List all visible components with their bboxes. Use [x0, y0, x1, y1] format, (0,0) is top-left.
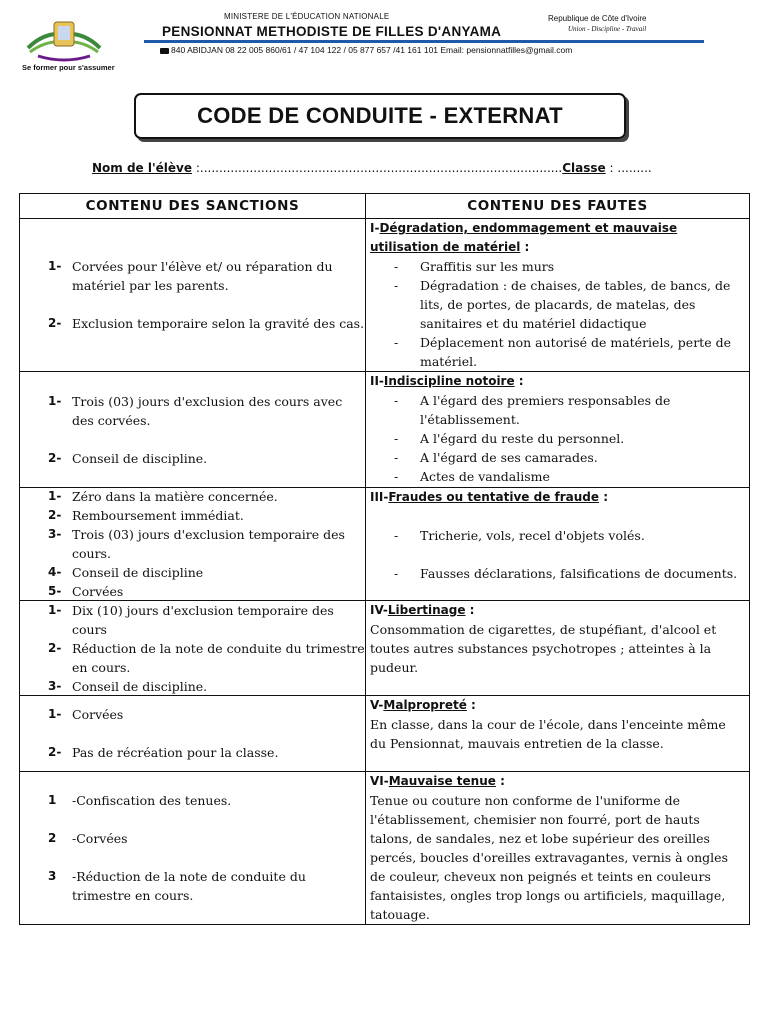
fault-content — [366, 696, 749, 753]
fault-item-text: Graffitis sur les murs — [420, 259, 555, 274]
fault-item-text: Dégradation : de chaises, de tables, de bancs, de lits, de portes, de placards, de matelas, des sanitaires et du matériel didactique — [420, 278, 731, 331]
class-label: Classe — [562, 161, 606, 175]
sanction-text: Pas de récréation pour la classe. — [72, 745, 279, 760]
fault-item-text: A l'égard des premiers responsables de l'établissement. — [420, 393, 671, 427]
sanction-number: 3- — [48, 678, 62, 693]
name-label: Nom de l'élève — [92, 161, 193, 175]
spacer — [48, 724, 365, 743]
fault-title: Indiscipline notoire — [383, 374, 515, 388]
fault-item-text: Déplacement non autorisé de matériels, perte de matériel. — [420, 335, 731, 369]
table-row — [20, 772, 750, 925]
fault-item-text: Tricherie, vols, recel d'objets volés. — [420, 528, 645, 543]
sanction-item — [48, 563, 365, 582]
sanctions-cell — [20, 772, 366, 925]
fault-item — [370, 257, 745, 276]
fault-description: Tenue ou couture non conforme de l'uniforme de l'établissement, chemisier non fourré, port de hauts talons, de sandales, nez et lobe supérieur des oreilles percés, boucles d'oreilles extravagantes, vernis à ongles de couleur, cheveux non peignés et teints en couleurs fantaisistes, ongles trop longs ou artificiels, maquillage, tatouage. — [370, 793, 728, 922]
school-logo — [24, 18, 104, 62]
sanction-item — [48, 829, 365, 848]
spacer — [48, 295, 365, 314]
sanction-item — [48, 257, 365, 295]
fault-item — [370, 429, 745, 448]
sanction-item — [48, 392, 365, 430]
sanction-number: 1- — [48, 259, 62, 273]
sanction-text: Corvées — [72, 584, 124, 599]
page-title: CODE DE CONDUITE - EXTERNAT — [134, 93, 626, 139]
fault-content — [366, 372, 749, 486]
fault-item — [370, 564, 745, 583]
republic-label: Republique de Côte d'Ivoire — [548, 14, 647, 23]
dash-bullet: - — [394, 259, 399, 274]
fault-cell — [366, 696, 750, 772]
sanctions-cell — [20, 219, 366, 372]
sanction-number: 1- — [48, 489, 62, 503]
sanction-number: 1- — [48, 602, 62, 617]
sanction-text: Corvées — [72, 707, 124, 722]
table-row — [20, 219, 750, 372]
fault-number: VI- — [370, 774, 389, 788]
fault-heading — [370, 696, 745, 715]
sanction-text: Corvées pour l'élève et/ ou réparation du matériel par les parents. — [72, 259, 333, 293]
spacer — [370, 507, 745, 526]
spacer — [48, 848, 365, 867]
fault-number: IV- — [370, 603, 388, 617]
fault-colon: : — [514, 374, 524, 388]
sanction-text: Trois (03) jours d'exclusion temporaire des cours. — [72, 527, 345, 561]
fault-heading — [370, 488, 745, 507]
fault-number: V- — [370, 698, 384, 712]
sanction-number: 2- — [48, 508, 62, 522]
fault-cell — [366, 772, 750, 925]
fault-item — [370, 526, 745, 545]
sanction-number: 2- — [48, 450, 62, 465]
table-row — [20, 601, 750, 696]
fault-colon: : — [465, 603, 475, 617]
sanction-item — [48, 705, 365, 724]
header-fautes: CONTENU DES FAUTES — [366, 194, 750, 219]
name-field: :............................................................................................... — [192, 161, 563, 175]
fault-content — [366, 219, 749, 371]
contact-line — [160, 45, 572, 55]
sanctions-list — [20, 601, 365, 695]
sanction-number: 3 — [48, 869, 57, 883]
school-name: PENSIONNAT METHODISTE DE FILLES D'ANYAMA — [162, 24, 502, 39]
fault-heading — [370, 772, 745, 791]
spacer — [370, 545, 745, 564]
table-row — [20, 696, 750, 772]
fault-description: En classe, dans la cour de l'école, dans l'enceinte même du Pensionnat, mauvais entretien de la classe. — [370, 717, 726, 751]
table-row — [20, 488, 750, 601]
fault-item — [370, 276, 745, 333]
dash-bullet: - — [394, 450, 399, 465]
fault-heading — [370, 372, 745, 391]
table-row — [20, 372, 750, 488]
dash-bullet: - — [394, 278, 399, 293]
sanction-text: Remboursement immédiat. — [72, 508, 244, 523]
sanction-text: Dix (10) jours d'exclusion temporaire des cours — [72, 602, 334, 637]
sanction-text: -Réduction de la note de conduite du trimestre en cours. — [72, 869, 306, 903]
sanction-item — [48, 791, 365, 810]
fault-content — [366, 772, 749, 924]
sanctions-list — [20, 772, 365, 924]
national-motto: Union - Discipline - Travail — [568, 25, 647, 33]
sanction-number: 1 — [48, 793, 57, 807]
fault-item-text: A l'égard du reste du personnel. — [420, 431, 625, 446]
sanction-item — [48, 743, 365, 762]
mailbox-icon — [160, 48, 169, 54]
fault-title: Libertinage — [387, 603, 466, 617]
student-name-line — [92, 161, 652, 175]
fault-title: Mauvaise tenue — [388, 774, 496, 788]
sanctions-cell — [20, 372, 366, 488]
sanction-item — [48, 867, 365, 905]
sanction-number: 5- — [48, 584, 62, 598]
sanction-text: Exclusion temporaire selon la gravité des cas. — [72, 316, 365, 331]
fault-title: Dégradation, endommagement et mauvaise utilisation de matériel — [370, 221, 678, 254]
fault-number: I- — [370, 221, 380, 235]
class-field: : ......... — [605, 161, 652, 175]
sanction-text: Conseil de discipline — [72, 565, 204, 580]
fault-description: Consommation de cigarettes, de stupéfiant, d'alcool et toutes autres substances psychotropes ; atteintes à la pudeur. — [370, 622, 717, 675]
sanctions-list — [20, 372, 365, 487]
sanction-item — [48, 601, 365, 639]
dash-bullet: - — [394, 431, 399, 446]
sanction-item — [48, 506, 365, 525]
fault-item-text: A l'égard de ses camarades. — [420, 450, 598, 465]
sanction-number: 1- — [48, 707, 62, 721]
header-divider — [144, 40, 704, 43]
sanction-number: 4- — [48, 565, 62, 579]
fault-content — [366, 488, 749, 583]
sanction-number: 2- — [48, 640, 62, 655]
sanction-number: 2- — [48, 745, 62, 759]
fault-cell — [366, 219, 750, 372]
dash-bullet: - — [394, 335, 399, 350]
header-sanctions: CONTENU DES SANCTIONS — [20, 194, 366, 219]
fault-cell — [366, 601, 750, 696]
sanction-number: 3- — [48, 527, 62, 541]
fault-colon: : — [520, 240, 530, 254]
sanction-text: Zéro dans la matière concernée. — [72, 489, 278, 504]
sanctions-list — [20, 696, 365, 771]
fault-number: III- — [370, 490, 389, 504]
sanction-text: Réduction de la note de conduite du trimestre en cours. — [72, 640, 365, 675]
sanction-text: -Corvées — [72, 831, 128, 846]
dash-bullet: - — [394, 566, 399, 581]
sanctions-list — [20, 219, 365, 371]
sanction-text: -Confiscation des tenues. — [72, 793, 232, 808]
fault-colon: : — [466, 698, 476, 712]
spacer — [48, 810, 365, 829]
sanctions-cell — [20, 696, 366, 772]
dash-bullet: - — [394, 528, 399, 543]
fault-title: Fraudes ou tentative de fraude — [388, 490, 600, 504]
sanction-item — [48, 677, 365, 696]
sanctions-cell — [20, 488, 366, 601]
sanction-text: Conseil de discipline. — [72, 450, 208, 466]
fault-heading — [370, 601, 745, 620]
fault-item-text: Fausses déclarations, falsifications de documents. — [420, 566, 738, 581]
ministry-label: MINISTERE DE L'ÉDUCATION NATIONALE — [224, 12, 390, 21]
fault-item — [370, 333, 745, 371]
sanction-text: Conseil de discipline. — [72, 678, 208, 694]
fault-colon: : — [599, 490, 609, 504]
sanction-item — [48, 314, 365, 333]
sanctions-list — [20, 488, 365, 600]
fault-colon: : — [495, 774, 505, 788]
sanction-item — [48, 582, 365, 601]
sanction-number: 2 — [48, 831, 57, 845]
conduct-table — [19, 193, 750, 925]
fault-item — [370, 391, 745, 429]
sanction-number: 1- — [48, 393, 62, 408]
fault-item — [370, 448, 745, 467]
sanction-item — [48, 639, 365, 677]
sanctions-cell — [20, 601, 366, 696]
dash-bullet: - — [394, 393, 399, 408]
sanction-item — [48, 487, 365, 506]
fault-item-text: Actes de vandalisme — [420, 469, 550, 484]
sanction-item — [48, 449, 365, 468]
fault-number: II- — [370, 374, 384, 388]
dash-bullet: - — [394, 469, 399, 484]
sanction-text: Trois (03) jours d'exclusion des cours avec des corvées. — [72, 393, 343, 428]
contact-text: 840 ABIDJAN 08 22 005 860/61 / 47 104 122 / 05 877 657 /41 161 101 Email: pensionnatfilles@gmail.com — [171, 45, 573, 55]
fault-heading — [370, 219, 745, 257]
sanction-number: 2- — [48, 316, 62, 330]
fault-cell — [366, 372, 750, 488]
fault-cell — [366, 488, 750, 601]
fault-content — [366, 601, 749, 677]
spacer — [48, 430, 365, 449]
fault-title: Malpropreté — [383, 698, 467, 712]
school-slogan: Se former pour s'assumer — [22, 63, 115, 72]
fault-item — [370, 467, 745, 486]
sanction-item — [48, 525, 365, 563]
